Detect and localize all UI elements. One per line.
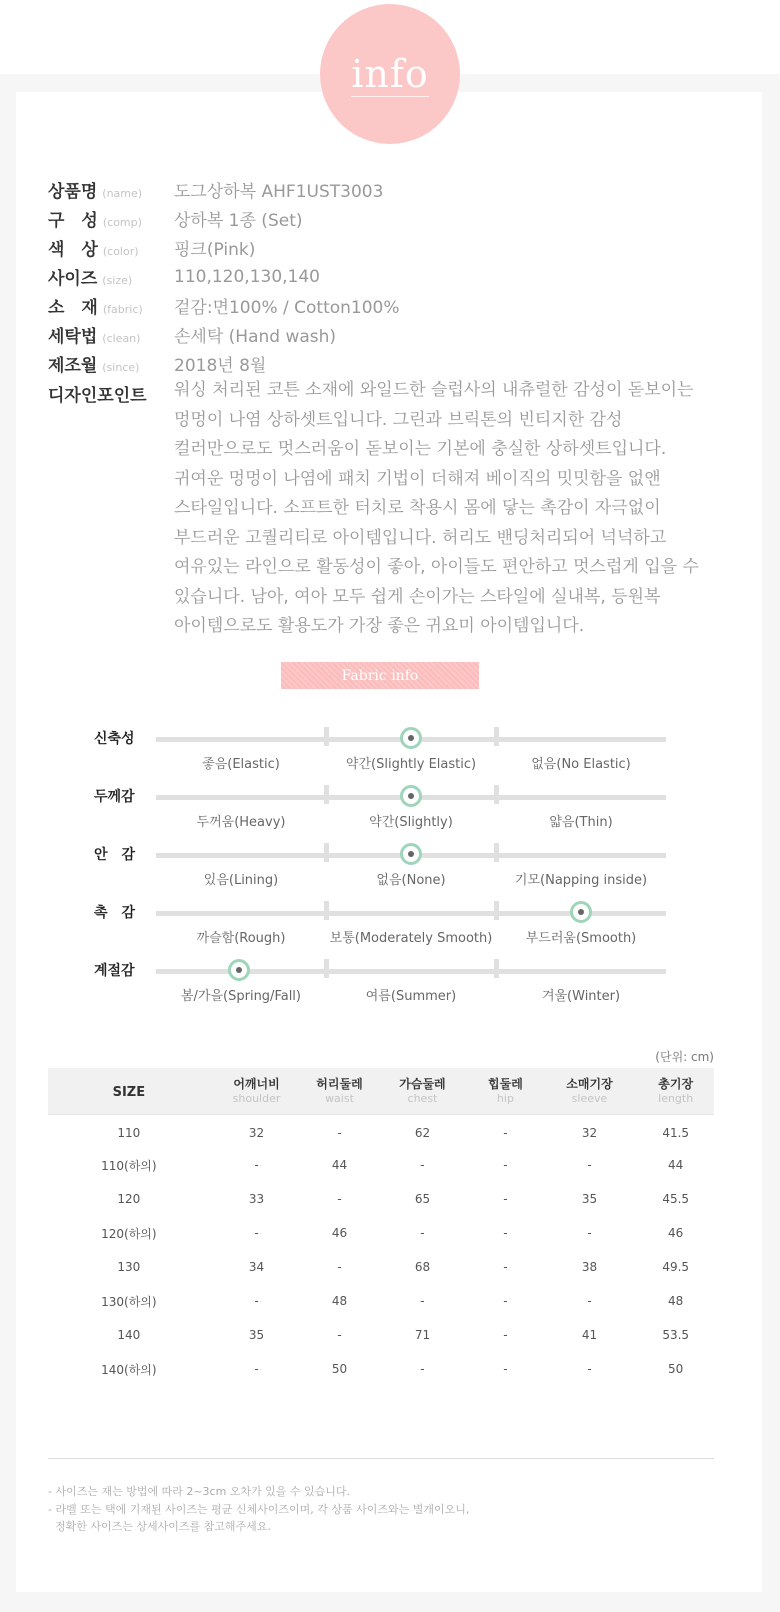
fabric-scale-label: 안 감 bbox=[94, 847, 136, 863]
table-row bbox=[48, 1114, 714, 1148]
design-point-label: 디자인포인트 bbox=[48, 386, 147, 406]
spec-value: 손세탁 (Hand wash) bbox=[174, 327, 337, 347]
table-cell: - bbox=[503, 1158, 508, 1172]
fabric-scale-option: 있음(Lining) bbox=[203, 873, 279, 888]
fabric-scale-label: 두께감 bbox=[94, 789, 135, 805]
design-line: 부드러운 고퀄리티로 아이템입니다. 허리도 밴딩처리되어 넉넉하고 bbox=[174, 527, 667, 548]
table-row bbox=[48, 1182, 714, 1216]
design-line: 컬러만으로도 멋스러움이 돋보이는 기본에 충실한 상하셋트입니다. bbox=[174, 439, 667, 459]
spec-row-color bbox=[48, 233, 748, 262]
table-cell: - bbox=[254, 1226, 259, 1240]
fabric-scale-option: 좋음(Elastic) bbox=[202, 757, 280, 772]
table-cell: 35 bbox=[581, 1192, 598, 1206]
col-header-sleeve: 소매기장 sleeve bbox=[566, 1076, 613, 1105]
fabric-scale-label: 신축성 bbox=[94, 731, 135, 747]
design-line: 스타일입니다. 소프트한 터치로 착용시 몸에 닿는 촉감이 자극없이 bbox=[174, 498, 661, 518]
table-cell: - bbox=[254, 1294, 259, 1308]
table-cell: 130 bbox=[117, 1260, 141, 1274]
table-cell: 62 bbox=[414, 1126, 431, 1141]
fabric-scale-tick bbox=[494, 785, 499, 804]
table-cell: 140(하의) bbox=[101, 1362, 157, 1377]
product-specs bbox=[48, 175, 748, 642]
fabric-scale-option: 여름(Summer) bbox=[365, 989, 457, 1004]
table-cell: 46 bbox=[331, 1226, 348, 1240]
fabric-scale-option: 보통(Moderately Smooth) bbox=[329, 931, 493, 946]
spec-label-en: (since) bbox=[102, 361, 140, 374]
fabric-scale-tick bbox=[494, 959, 499, 978]
fabric-scale-option: 기모(Napping inside) bbox=[514, 873, 648, 888]
table-cell: 110(하의) bbox=[101, 1158, 157, 1173]
table-cell: - bbox=[503, 1328, 508, 1342]
table-cell: - bbox=[587, 1226, 592, 1240]
col-header-shoulder: 어깨너비 shoulder bbox=[232, 1076, 281, 1105]
fabric-scale-option: 까슬함(Rough) bbox=[196, 931, 286, 946]
fabric-scale-option: 봄/가을(Spring/Fall) bbox=[180, 989, 301, 1004]
spec-label: 색 상 bbox=[48, 240, 98, 260]
table-cell: 35 bbox=[248, 1328, 265, 1342]
spec-row-fabric bbox=[48, 291, 748, 320]
fabric-scale-label: 계절감 bbox=[94, 963, 135, 979]
fabric-scale-track bbox=[156, 853, 666, 858]
table-cell: 53.5 bbox=[662, 1328, 690, 1342]
fabric-scale-option: 약간(Slightly) bbox=[369, 815, 453, 830]
table-cell: 140 bbox=[117, 1328, 141, 1342]
table-cell: - bbox=[503, 1260, 508, 1274]
design-line: 멍멍이 나염 상하셋트입니다. 그린과 브릭톤의 빈티지한 감성 bbox=[174, 409, 623, 430]
design-line: 귀여운 멍멍이 나염에 패치 기법이 더해져 베이직의 밋밋함을 없앤 bbox=[174, 468, 661, 489]
spec-label: 상품명 bbox=[48, 182, 98, 202]
spec-label: 세탁법 bbox=[48, 327, 98, 347]
design-line: 여유있는 라인으로 활동성이 좋아, 아이들도 편안하고 멋스럽게 입을 수 bbox=[174, 557, 699, 577]
table-cell: 110 bbox=[117, 1126, 141, 1141]
col-header-length: 총기장 length bbox=[658, 1076, 694, 1105]
table-cell: - bbox=[503, 1192, 508, 1206]
fabric-scale-tick bbox=[494, 727, 499, 746]
note-line: - 라벨 또는 택에 기재된 사이즈는 평균 신체사이즈이며, 각 상품 사이즈와는 별개이오니, bbox=[48, 1502, 470, 1516]
fabric-scale-label: 촉 감 bbox=[94, 905, 136, 921]
fabric-scale-tick bbox=[324, 843, 329, 862]
fabric-scale-tick bbox=[324, 959, 329, 978]
info-badge-label: info bbox=[351, 51, 429, 96]
table-cell: - bbox=[503, 1126, 508, 1141]
spec-label: 제조월 bbox=[48, 356, 98, 376]
table-cell: - bbox=[420, 1294, 425, 1308]
table-row bbox=[48, 1148, 714, 1182]
spec-value: 2018년 8월 bbox=[174, 356, 267, 376]
fabric-scale-option: 두꺼움(Heavy) bbox=[196, 815, 286, 830]
table-cell: 45.5 bbox=[662, 1192, 690, 1206]
size-unit-note: (단위: cm) bbox=[655, 1050, 714, 1064]
fabric-scale-track bbox=[156, 911, 666, 916]
table-cell: 46 bbox=[668, 1226, 684, 1240]
table-cell: - bbox=[587, 1362, 592, 1376]
table-cell: - bbox=[587, 1158, 592, 1172]
table-cell: 44 bbox=[668, 1158, 684, 1172]
size-table-header bbox=[48, 1068, 714, 1114]
size-table bbox=[48, 1068, 714, 1386]
spec-label: 구 성 bbox=[48, 211, 98, 231]
table-cell: 120(하의) bbox=[101, 1226, 157, 1241]
fabric-scale-option: 겨울(Winter) bbox=[541, 989, 621, 1004]
spec-row-clean bbox=[48, 320, 748, 349]
spec-value: 핑크(Pink) bbox=[174, 240, 256, 260]
table-cell: 71 bbox=[414, 1328, 431, 1342]
table-cell: 32 bbox=[581, 1126, 598, 1141]
fabric-scale-tick bbox=[324, 727, 329, 746]
fabric-scale-tick bbox=[324, 901, 329, 920]
fabric-scale-option: 없음(None) bbox=[376, 873, 446, 888]
note-line: 정확한 사이즈는 상세사이즈를 참고해주세요. bbox=[48, 1520, 271, 1533]
table-cell: - bbox=[254, 1362, 259, 1376]
table-row bbox=[48, 1284, 714, 1318]
spec-label-en: (size) bbox=[102, 274, 133, 287]
info-badge bbox=[320, 4, 460, 144]
spec-label-en: (comp) bbox=[102, 216, 142, 229]
table-row bbox=[48, 1250, 714, 1284]
table-cell: 50 bbox=[668, 1362, 684, 1376]
spec-row-size bbox=[48, 262, 748, 291]
col-header-waist: 허리둘레 waist bbox=[316, 1076, 363, 1105]
table-cell: 68 bbox=[414, 1260, 431, 1274]
fabric-scale-track bbox=[156, 795, 666, 800]
size-notes bbox=[48, 1483, 728, 1536]
spec-label-en: (name) bbox=[102, 187, 143, 200]
table-cell: - bbox=[337, 1126, 342, 1141]
spec-row-comp bbox=[48, 204, 748, 233]
table-row bbox=[48, 1352, 714, 1386]
fabric-scale-option: 부드러움(Smooth) bbox=[525, 931, 637, 946]
table-cell: - bbox=[337, 1192, 342, 1206]
spec-value: 겉감:면100% / Cotton100% bbox=[174, 298, 400, 318]
table-cell: 50 bbox=[331, 1362, 348, 1376]
col-header-size: SIZE bbox=[112, 1085, 146, 1101]
table-cell: 48 bbox=[668, 1294, 684, 1308]
table-cell: - bbox=[337, 1328, 342, 1342]
design-line: 아이템으로도 활용도가 가장 좋은 귀요미 아이템입니다. bbox=[174, 616, 585, 636]
spec-label-en: (clean) bbox=[102, 332, 141, 345]
note-line: - 사이즈는 재는 방법에 따라 2~3cm 오차가 있을 수 있습니다. bbox=[48, 1485, 351, 1498]
table-cell: - bbox=[503, 1226, 508, 1240]
spec-value: 110,120,130,140 bbox=[174, 266, 321, 287]
table-cell: 38 bbox=[581, 1260, 598, 1274]
divider bbox=[48, 1458, 714, 1459]
table-cell: - bbox=[503, 1294, 508, 1308]
spec-row-design bbox=[48, 378, 748, 642]
table-cell: 48 bbox=[331, 1294, 348, 1308]
fabric-scale-marker bbox=[400, 727, 422, 749]
spec-label-en: (color) bbox=[102, 245, 139, 258]
table-cell: - bbox=[420, 1226, 425, 1240]
fabric-scale-marker bbox=[400, 785, 422, 807]
fabric-scale-tick bbox=[324, 785, 329, 804]
table-cell: 120 bbox=[117, 1192, 141, 1206]
col-header-hip: 힙둘레 hip bbox=[488, 1076, 523, 1105]
spec-label: 소 재 bbox=[48, 298, 98, 318]
fabric-scale-marker bbox=[400, 843, 422, 865]
table-cell: - bbox=[420, 1362, 425, 1376]
table-cell: 49.5 bbox=[662, 1260, 690, 1274]
table-cell: - bbox=[337, 1260, 342, 1274]
table-cell: 65 bbox=[414, 1192, 431, 1206]
table-cell: - bbox=[587, 1294, 592, 1308]
design-point-text bbox=[174, 376, 734, 642]
spec-row-since bbox=[48, 349, 748, 378]
table-cell: 34 bbox=[248, 1260, 265, 1274]
design-line: 워싱 처리된 코튼 소재에 와일드한 슬럽사의 내츄럴한 감성이 돋보이는 bbox=[174, 380, 694, 400]
fabric-scale-option: 없음(No Elastic) bbox=[531, 757, 631, 772]
spec-label: 사이즈 bbox=[48, 269, 98, 289]
table-cell: 41.5 bbox=[662, 1126, 690, 1141]
spec-row-name bbox=[48, 175, 748, 204]
table-cell: 32 bbox=[248, 1126, 265, 1141]
fabric-scale-marker bbox=[570, 901, 592, 923]
fabric-info-banner bbox=[281, 662, 479, 689]
table-cell: - bbox=[420, 1158, 425, 1172]
table-row bbox=[48, 1216, 714, 1250]
table-cell: 41 bbox=[581, 1328, 598, 1342]
spec-value: 상하복 1종 (Set) bbox=[174, 211, 303, 231]
spec-value: 도그상하복 AHF1UST3003 bbox=[174, 182, 384, 202]
fabric-scale-tick bbox=[494, 843, 499, 862]
fabric-scale-tick bbox=[494, 901, 499, 920]
table-cell: - bbox=[254, 1158, 259, 1172]
table-row bbox=[48, 1318, 714, 1352]
table-cell: 130(하의) bbox=[101, 1294, 157, 1309]
fabric-scale-row bbox=[0, 963, 780, 1029]
fabric-scale-track bbox=[156, 969, 666, 974]
table-cell: 33 bbox=[248, 1192, 265, 1206]
table-cell: 44 bbox=[331, 1158, 348, 1172]
fabric-info-title: Fabric info bbox=[341, 667, 419, 684]
table-cell: - bbox=[503, 1362, 508, 1376]
fabric-scale-marker bbox=[228, 959, 250, 981]
design-line: 있습니다. 남아, 여아 모두 쉽게 손이가는 스타일에 실내복, 등원복 bbox=[174, 586, 661, 607]
fabric-scale-option: 얇음(Thin) bbox=[549, 815, 613, 830]
col-header-chest: 가슴둘레 chest bbox=[399, 1076, 446, 1105]
spec-label-en: (fabric) bbox=[102, 303, 143, 316]
fabric-scale-track bbox=[156, 737, 666, 742]
fabric-scale-option: 약간(Slightly Elastic) bbox=[345, 757, 477, 772]
